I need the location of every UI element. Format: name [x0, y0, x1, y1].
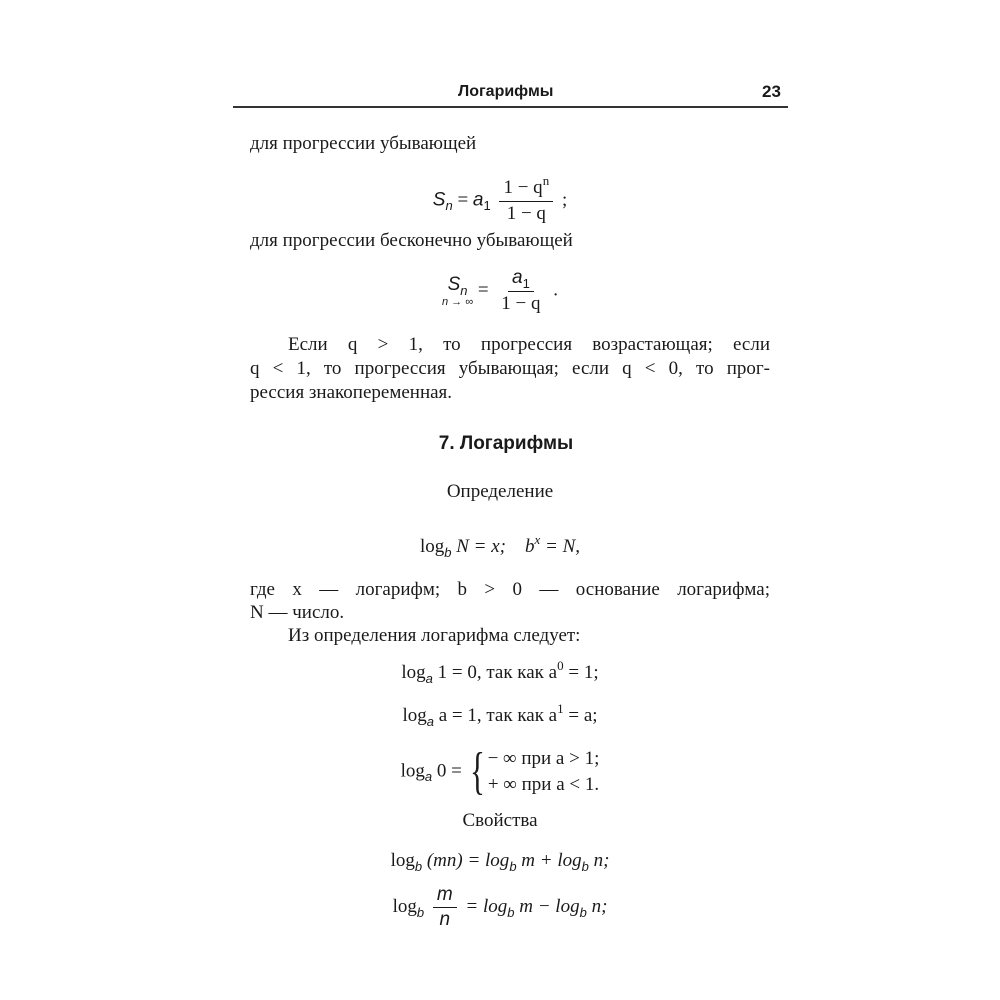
formula-subscript: a	[424, 769, 433, 785]
section-heading: 7. Логарифмы	[438, 433, 574, 454]
formula-subscript: n	[445, 198, 453, 214]
subheading-definition: Определение	[446, 481, 554, 502]
formula-text: 1 = 0, так как a	[432, 662, 558, 683]
formula-eq: =	[473, 279, 494, 301]
formula-superscript: x	[534, 532, 541, 547]
formula-symbol: a	[472, 189, 484, 211]
fraction-numerator: 1 − q	[503, 177, 543, 198]
formula-symbol: S	[447, 274, 461, 295]
brace-icon: {	[469, 743, 485, 800]
fraction-denominator: 1 − q	[506, 203, 546, 224]
formula-symbol: S	[432, 189, 446, 211]
formula-subscript: b	[444, 545, 452, 560]
formula-superscript: n	[542, 173, 550, 188]
formula-end: ;	[557, 189, 568, 211]
formula-eq: =	[452, 189, 473, 211]
formula-log: log	[400, 760, 425, 782]
paragraph-line: q < 1, то прогрессия убывающая; если q < 0, то прог-	[250, 358, 770, 379]
text-infinite-decreasing: для прогрессии бесконечно убывающей	[250, 230, 573, 251]
formula-superscript: 0	[557, 658, 564, 673]
formula-text: m + log	[516, 850, 582, 871]
formula-text: m − log	[514, 895, 580, 917]
paragraph-line: где x — логарифм; b > 0 — основание логарифма;	[250, 579, 770, 600]
formula-subscript: a	[426, 714, 434, 729]
formula-sum-infinite	[0, 266, 1000, 316]
fraction-numerator: m	[433, 883, 457, 908]
limit-under: n → ∞	[441, 296, 474, 308]
formula-rule-1	[0, 658, 1000, 686]
formula-subscript: a	[425, 671, 433, 686]
formula-rule-2	[0, 701, 1000, 729]
formula-property-2	[0, 883, 1000, 932]
case-line: + ∞ при a < 1.	[487, 774, 600, 795]
formula-definition	[0, 532, 1000, 560]
formula-log: log	[419, 536, 445, 557]
text-decreasing-progression: для прогрессии убывающей	[250, 133, 477, 154]
formula-end: .	[548, 279, 558, 301]
fraction-denominator: 1 − q	[501, 293, 541, 314]
formula-text: = 1;	[563, 662, 599, 683]
fraction	[497, 266, 544, 316]
formula-superscript: 1	[557, 701, 564, 716]
formula-text: a = 1, так как a	[433, 705, 558, 726]
formula-subscript: b	[579, 904, 587, 920]
formula-rule-3	[0, 743, 1000, 800]
formula-text: = a;	[563, 705, 598, 726]
subheading-properties: Свойства	[462, 810, 538, 831]
formula-sum-decreasing	[0, 173, 1000, 226]
formula-log: log	[402, 705, 427, 726]
paragraph-line: N — число.	[250, 602, 345, 623]
formula-subscript: b	[416, 904, 425, 920]
formula-subscript: b	[414, 859, 423, 874]
formula-text: = N,	[540, 536, 581, 557]
paragraph-line: Из определения логарифма следует:	[288, 625, 581, 646]
fraction	[433, 883, 457, 932]
formula-text: (mn) = log	[422, 850, 510, 871]
formula-text: = log	[460, 895, 508, 917]
formula-text: N = x;	[451, 536, 506, 557]
formula-text: n;	[586, 895, 608, 917]
formula-property-1	[0, 850, 1000, 872]
formula-subscript: b	[507, 904, 515, 920]
formula-subscript: n	[460, 283, 468, 298]
paragraph-line: Если q > 1, то прогрессия возрастающая; если	[288, 334, 770, 355]
fraction-denominator: n	[439, 909, 451, 930]
formula-text: 0 =	[432, 760, 467, 782]
running-header-title: Логарифмы	[458, 83, 554, 100]
formula-text: n;	[588, 850, 610, 871]
header-rule	[233, 106, 788, 108]
page-number: 23	[762, 82, 781, 101]
fraction	[499, 173, 553, 226]
formula-subscript: b	[509, 859, 517, 874]
cases	[488, 746, 600, 798]
formula-symbol: b	[525, 536, 535, 557]
limit	[442, 274, 473, 308]
formula-subscript: 1	[483, 198, 491, 214]
paragraph-line: рессия знакопеременная.	[250, 382, 453, 403]
formula-log: log	[392, 895, 417, 917]
formula-subscript: 1	[522, 276, 530, 291]
fraction-numerator: a	[511, 267, 523, 288]
case-line: − ∞ при a > 1;	[487, 748, 600, 769]
formula-log: log	[390, 850, 415, 871]
formula-log: log	[401, 662, 426, 683]
formula-subscript: b	[581, 859, 589, 874]
